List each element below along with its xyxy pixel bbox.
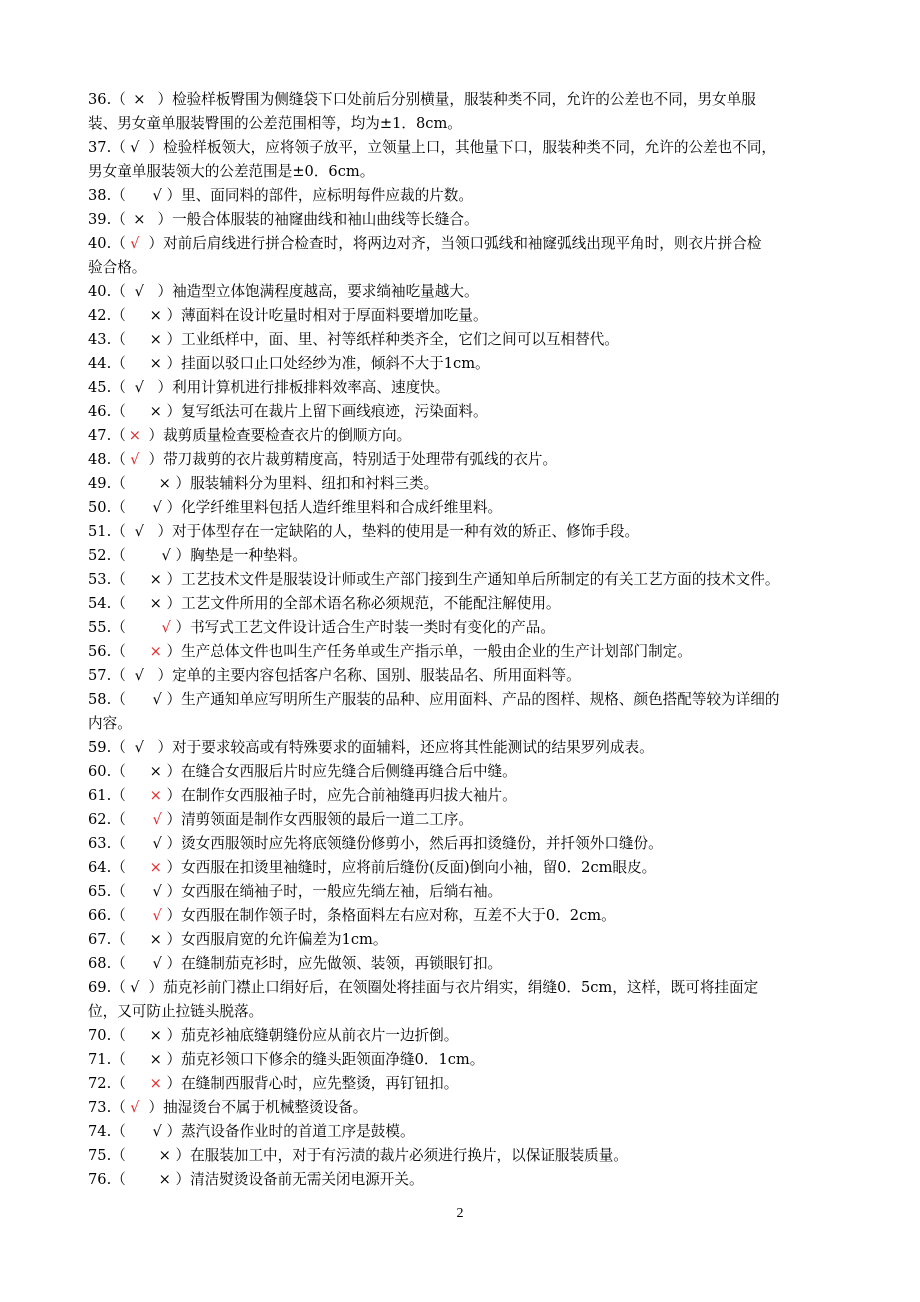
open-paren: （: [111, 931, 126, 948]
check-mark: √: [130, 451, 140, 468]
check-mark: √: [152, 883, 162, 900]
open-paren: （: [111, 859, 126, 876]
list-item: [88, 880, 848, 904]
item-number: 74.: [88, 1123, 112, 1140]
close-paren: ）: [161, 643, 182, 660]
open-paren: （: [111, 955, 126, 972]
list-item: [88, 856, 848, 880]
list-item: [88, 184, 848, 208]
open-paren: （: [111, 595, 126, 612]
statement-text: 复写纸法可在裁片上留下画线痕迹，污染面料。: [181, 403, 488, 420]
open-paren: （: [111, 1051, 126, 1068]
list-item-continuation: [88, 256, 848, 280]
item-number: 73.: [88, 1099, 112, 1116]
statement-text: 定单的主要内容包括客户名称、国别、服装品名、所用面料等。: [172, 667, 581, 684]
open-paren: （: [111, 811, 126, 828]
cross-mark: ×: [158, 475, 171, 492]
cross-mark: ×: [149, 1027, 162, 1044]
open-paren: （: [111, 571, 126, 588]
open-paren: （: [111, 907, 126, 924]
list-item-continuation: [88, 112, 848, 136]
item-number: 55.: [88, 619, 112, 636]
statement-text: 检验样板臀围为侧缝袋下口处前后分别横量，服装种类不同，允许的公差也不同，男女单服: [172, 91, 756, 108]
item-number: 63.: [88, 835, 112, 852]
close-paren: ）: [152, 379, 173, 396]
list-item-continuation: [88, 1000, 848, 1024]
statement-text: 书写式工艺文件设计适合生产时装一类时有变化的产品。: [190, 619, 555, 636]
check-mark: √: [134, 739, 144, 756]
close-paren: ）: [143, 979, 164, 996]
statement-text: 在缝制西服背心时，应先整烫，再钉钮扣。: [181, 1075, 459, 1092]
cross-mark: ×: [133, 211, 146, 228]
item-number: 66.: [88, 907, 112, 924]
check-mark: √: [161, 619, 171, 636]
open-paren: （: [111, 451, 126, 468]
statement-text: 在缝制茄克衫时，应先做领、装领，再锁眼钉扣。: [181, 955, 503, 972]
item-number: 50.: [88, 499, 112, 516]
check-mark: √: [152, 811, 162, 828]
close-paren: ）: [143, 427, 164, 444]
close-paren: ）: [152, 91, 173, 108]
list-item: [88, 400, 848, 424]
statement-text: 化学纤维里料包括人造纤维里料和合成纤维里料。: [181, 499, 503, 516]
statement-text: 茄克衫领口下修余的缝头距领面净缝0．1cm。: [181, 1051, 485, 1068]
list-item: [88, 544, 848, 568]
check-mark: √: [161, 547, 171, 564]
item-number: 40.: [88, 283, 112, 300]
statement-text: 一般合体服装的袖窿曲线和袖山曲线等长缝合。: [172, 211, 479, 228]
item-number: 67.: [88, 931, 112, 948]
list-item: [88, 568, 848, 592]
open-paren: （: [111, 739, 126, 756]
list-item: [88, 88, 848, 112]
check-mark: √: [134, 379, 144, 396]
item-number: 40.: [88, 235, 112, 252]
cross-mark: ×: [149, 1051, 162, 1068]
open-paren: （: [111, 235, 126, 252]
list-item: [88, 904, 848, 928]
statement-text: 抽湿烫台不属于机械整烫设备。: [163, 1099, 368, 1116]
item-number: 58.: [88, 691, 112, 708]
cross-mark: ×: [149, 307, 162, 324]
close-paren: ）: [143, 139, 164, 156]
close-paren: ）: [161, 787, 182, 804]
list-item: [88, 1024, 848, 1048]
statement-text: 挂面以驳口止口处经纱为准，倾斜不大于1cm。: [181, 355, 490, 372]
list-item: [88, 1144, 848, 1168]
statement-text: 在服装加工中，对于有污渍的裁片必须进行换片，以保证服装质量。: [190, 1147, 628, 1164]
list-item: [88, 1120, 848, 1144]
check-mark: √: [152, 499, 162, 516]
cross-mark: ×: [149, 571, 162, 588]
item-number: 38.: [88, 187, 112, 204]
close-paren: ）: [143, 1099, 164, 1116]
close-paren: ）: [161, 595, 182, 612]
item-number: 47.: [88, 427, 112, 444]
statement-text: 对于要求较高或有特殊要求的面辅料，还应将其性能测试的结果罗列成表。: [172, 739, 654, 756]
item-number: 37.: [88, 139, 112, 156]
cross-mark: ×: [149, 595, 162, 612]
close-paren: ）: [170, 619, 191, 636]
statement-text: 茄克衫前门襟止口绢好后，在领圈处将挂面与衣片绢实，绢缝0．5cm，这样，既可将挂面定: [163, 979, 759, 996]
check-mark: √: [130, 235, 140, 252]
cross-mark: ×: [149, 331, 162, 348]
close-paren: ）: [161, 907, 182, 924]
close-paren: ）: [152, 283, 173, 300]
close-paren: ）: [161, 691, 182, 708]
item-number: 59.: [88, 739, 112, 756]
item-number: 75.: [88, 1147, 112, 1164]
open-paren: （: [111, 211, 126, 228]
close-paren: ）: [161, 811, 182, 828]
statement-text: 对于体型存在一定缺陷的人，垫料的使用是一种有效的矫正、修饰手段。: [172, 523, 640, 540]
open-paren: （: [111, 979, 126, 996]
open-paren: （: [111, 379, 126, 396]
statement-text: 工业纸样中，面、里、衬等纸样种类齐全，它们之间可以互相替代。: [181, 331, 619, 348]
list-item: [88, 1048, 848, 1072]
list-item: [88, 136, 848, 160]
cross-mark: ×: [128, 427, 141, 444]
list-item: [88, 448, 848, 472]
open-paren: （: [111, 619, 126, 636]
item-number: 69.: [88, 979, 112, 996]
list-item: [88, 952, 848, 976]
list-item-continuation: [88, 712, 848, 736]
list-item: [88, 328, 848, 352]
open-paren: （: [111, 307, 126, 324]
list-item: [88, 976, 848, 1000]
item-number: 45.: [88, 379, 112, 396]
statement-text: 验合格。: [88, 259, 147, 276]
statement-text: 工艺文件所用的全部术语名称必须规范，不能配注解使用。: [181, 595, 561, 612]
item-number: 72.: [88, 1075, 112, 1092]
item-number: 76.: [88, 1171, 112, 1188]
open-paren: （: [111, 403, 126, 420]
cross-mark: ×: [158, 1147, 171, 1164]
statement-text: 蒸汽设备作业时的首道工序是鼓模。: [181, 1123, 415, 1140]
open-paren: （: [111, 1147, 126, 1164]
list-item: [88, 592, 848, 616]
open-paren: （: [111, 139, 126, 156]
item-number: 52.: [88, 547, 112, 564]
check-mark: √: [130, 979, 140, 996]
item-number: 54.: [88, 595, 112, 612]
statement-text: 生产总体文件也叫生产任务单或生产指示单，一般由企业的生产计划部门制定。: [181, 643, 692, 660]
open-paren: （: [111, 427, 126, 444]
close-paren: ）: [161, 1027, 182, 1044]
open-paren: （: [111, 547, 126, 564]
open-paren: （: [111, 1075, 126, 1092]
close-paren: ）: [152, 667, 173, 684]
item-number: 49.: [88, 475, 112, 492]
list-item: [88, 832, 848, 856]
check-mark: √: [134, 523, 144, 540]
item-number: 61.: [88, 787, 112, 804]
open-paren: （: [111, 1027, 126, 1044]
close-paren: ）: [161, 883, 182, 900]
close-paren: ）: [170, 547, 191, 564]
close-paren: ）: [170, 1171, 191, 1188]
list-item: [88, 1096, 848, 1120]
item-number: 56.: [88, 643, 112, 660]
statement-text: 清洁熨烫设备前无需关闭电源开关。: [190, 1171, 424, 1188]
item-number: 68.: [88, 955, 112, 972]
open-paren: （: [111, 355, 126, 372]
list-item: [88, 232, 848, 256]
list-item: [88, 640, 848, 664]
list-item: [88, 1072, 848, 1096]
statement-text: 女西服在绱袖子时，一般应先绱左袖，后绱右袖。: [181, 883, 503, 900]
statement-text: 茄克衫袖底缝朝缝份应从前衣片一边折倒。: [181, 1027, 459, 1044]
close-paren: ）: [143, 235, 164, 252]
item-number: 42.: [88, 307, 112, 324]
list-item: [88, 688, 848, 712]
statement-text: 对前后肩线进行拼合检查时，将两边对齐，当领口弧线和袖窿弧线出现平角时，则衣片拼合检: [163, 235, 762, 252]
close-paren: ）: [161, 859, 182, 876]
close-paren: ）: [161, 1123, 182, 1140]
statement-text: 女西服肩宽的允许偏差为1cm。: [181, 931, 388, 948]
item-number: 71.: [88, 1051, 112, 1068]
open-paren: （: [111, 787, 126, 804]
close-paren: ）: [161, 763, 182, 780]
list-item: [88, 808, 848, 832]
open-paren: （: [111, 187, 126, 204]
cross-mark: ×: [149, 355, 162, 372]
statement-text: 在制作女西服袖子时，应先合前袖缝再归拔大袖片。: [181, 787, 517, 804]
statement-text: 带刀裁剪的衣片裁剪精度高，特别适于处理带有弧线的衣片。: [163, 451, 558, 468]
list-item: [88, 280, 848, 304]
close-paren: ）: [152, 523, 173, 540]
check-mark: √: [152, 955, 162, 972]
statement-text: 装、男女童单服装臀围的公差范围相等，均为±1．8cm。: [88, 115, 462, 132]
check-mark: √: [152, 1123, 162, 1140]
item-number: 43.: [88, 331, 112, 348]
statement-text: 里、面同料的部件，应标明每件应裁的片数。: [181, 187, 473, 204]
open-paren: （: [111, 283, 126, 300]
statement-text: 生产通知单应写明所生产服装的品种、应用面料、产品的图样、规格、颜色搭配等较为详细的: [181, 691, 780, 708]
statement-text: 工艺技术文件是服装设计师或生产部门接到生产通知单后所制定的有关工艺方面的技术文件。: [181, 571, 780, 588]
cross-mark: ×: [149, 931, 162, 948]
close-paren: ）: [170, 475, 191, 492]
list-item: [88, 424, 848, 448]
statement-text: 薄面料在设计吃量时相对于厚面料要增加吃量。: [181, 307, 488, 324]
statement-text: 在缝合女西服后片时应先缝合后侧缝再缝合后中缝。: [181, 763, 517, 780]
cross-mark: ×: [149, 763, 162, 780]
item-number: 48.: [88, 451, 112, 468]
list-item: [88, 352, 848, 376]
close-paren: ）: [161, 1051, 182, 1068]
open-paren: （: [111, 499, 126, 516]
list-item: [88, 736, 848, 760]
item-number: 44.: [88, 355, 112, 372]
item-number: 64.: [88, 859, 112, 876]
close-paren: ）: [161, 355, 182, 372]
cross-mark: ×: [133, 91, 146, 108]
check-mark: √: [152, 835, 162, 852]
open-paren: （: [111, 475, 126, 492]
statement-text: 清剪领面是制作女西服领的最后一道二工序。: [181, 811, 473, 828]
open-paren: （: [111, 523, 126, 540]
open-paren: （: [111, 883, 126, 900]
list-item: [88, 496, 848, 520]
close-paren: ）: [161, 571, 182, 588]
item-number: 39.: [88, 211, 112, 228]
check-mark: √: [130, 139, 140, 156]
list-item: [88, 928, 848, 952]
list-item: [88, 664, 848, 688]
check-mark: √: [130, 1099, 140, 1116]
item-number: 51.: [88, 523, 112, 540]
close-paren: ）: [161, 835, 182, 852]
close-paren: ）: [161, 331, 182, 348]
open-paren: （: [111, 331, 126, 348]
cross-mark: ×: [149, 403, 162, 420]
close-paren: ）: [161, 187, 182, 204]
close-paren: ）: [161, 403, 182, 420]
close-paren: ）: [161, 307, 182, 324]
open-paren: （: [111, 835, 126, 852]
close-paren: ）: [152, 211, 173, 228]
statement-text: 检验样板领大，应将领子放平，立领量上口，其他量下口，服装种类不同，允许的公差也不同，: [163, 139, 777, 156]
check-mark: √: [134, 283, 144, 300]
open-paren: （: [111, 1099, 126, 1116]
close-paren: ）: [143, 451, 164, 468]
check-mark: √: [152, 907, 162, 924]
statement-text: 服装辅料分为里料、纽扣和衬料三类。: [190, 475, 439, 492]
item-number: 65.: [88, 883, 112, 900]
open-paren: （: [111, 91, 126, 108]
close-paren: ）: [161, 1075, 182, 1092]
list-item: [88, 520, 848, 544]
item-number: 70.: [88, 1027, 112, 1044]
cross-mark: ×: [149, 643, 162, 660]
open-paren: （: [111, 691, 126, 708]
statement-text: 内容。: [88, 715, 132, 732]
list-item: [88, 304, 848, 328]
list-item: [88, 376, 848, 400]
statement-text: 利用计算机进行排板排料效率高、速度快。: [172, 379, 450, 396]
cross-mark: ×: [158, 1171, 171, 1188]
list-item: [88, 784, 848, 808]
check-mark: √: [152, 187, 162, 204]
cross-mark: ×: [149, 1075, 162, 1092]
statement-text: 男女童单服装领大的公差范围是±0．6cm。: [88, 163, 375, 180]
statement-text: 女西服在制作领子时，条格面料左右应对称，互差不大于0．2cm。: [181, 907, 616, 924]
question-list: [88, 88, 848, 1192]
statement-text: 位，又可防止拉链头脱落。: [88, 1003, 264, 1020]
statement-text: 女西服在扣烫里袖缝时，应将前后缝份(反面)倒向小袖，留0．2cm眼皮。: [181, 859, 657, 876]
close-paren: ）: [170, 1147, 191, 1164]
statement-text: 袖造型立体饱满程度越高，要求绱袖吃量越大。: [172, 283, 479, 300]
statement-text: 烫女西服领时应先将底领缝份修剪小，然后再扣烫缝份，并扦领外口缝份。: [181, 835, 663, 852]
check-mark: √: [134, 667, 144, 684]
list-item: [88, 208, 848, 232]
close-paren: ）: [161, 499, 182, 516]
item-number: 60.: [88, 763, 112, 780]
cross-mark: ×: [149, 859, 162, 876]
cross-mark: ×: [149, 787, 162, 804]
close-paren: ）: [161, 955, 182, 972]
open-paren: （: [111, 763, 126, 780]
open-paren: （: [111, 1171, 126, 1188]
close-paren: ）: [152, 739, 173, 756]
open-paren: （: [111, 667, 126, 684]
statement-text: 裁剪质量检查要检查衣片的倒顺方向。: [163, 427, 412, 444]
statement-text: 胸垫是一种垫料。: [190, 547, 307, 564]
item-number: 46.: [88, 403, 112, 420]
item-number: 62.: [88, 811, 112, 828]
item-number: 53.: [88, 571, 112, 588]
list-item: [88, 616, 848, 640]
list-item: [88, 472, 848, 496]
list-item-continuation: [88, 160, 848, 184]
list-item: [88, 760, 848, 784]
close-paren: ）: [161, 931, 182, 948]
check-mark: √: [152, 691, 162, 708]
item-number: 36.: [88, 91, 112, 108]
page-number: 2: [456, 1206, 464, 1221]
open-paren: （: [111, 643, 126, 660]
open-paren: （: [111, 1123, 126, 1140]
item-number: 57.: [88, 667, 112, 684]
list-item: [88, 1168, 848, 1192]
